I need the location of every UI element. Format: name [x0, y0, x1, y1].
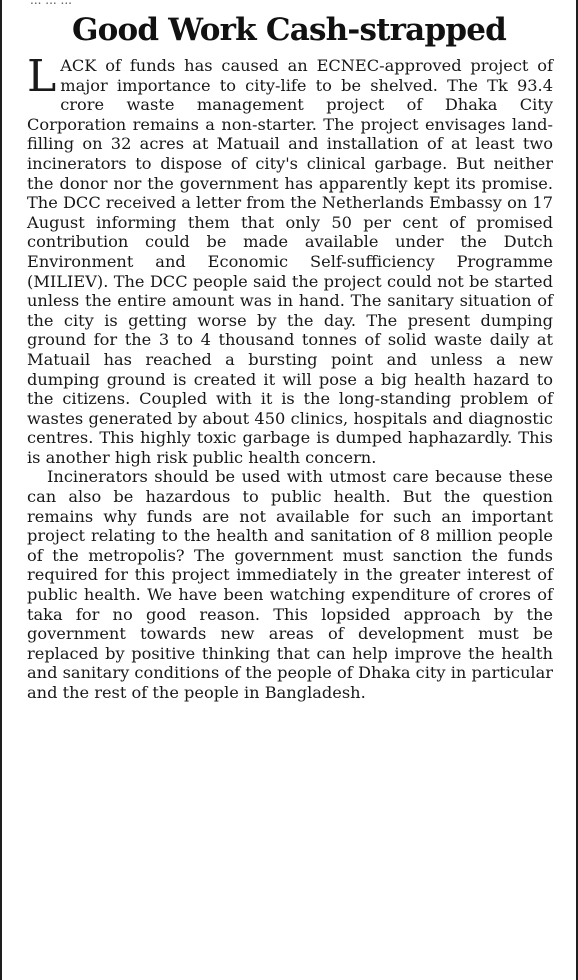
headline: Good Work Cash-strapped [71, 12, 507, 48]
drop-cap: L [27, 51, 57, 102]
cut-off-previous-text: ... ... ... [30, 0, 72, 7]
paragraph-second: Incinerators should be used with utmost care because these can also be hazardous to public health. But the question remains why funds are not available for such an important project relating to the health and sanitation of 8 million people of the metropolis? The government must sanction the funds required for this project immediately in the greater interest of public health. We have been watching expenditure of crores of taka for no good reason. This lopsided approach by the government towards new areas of development must be replaced by positive thinking that can help improve the health and sanitary conditions of the people of Dhaka city in particular and the rest of the people in Bangladesh. [27, 467, 553, 702]
paragraph-first [27, 51, 553, 467]
column-rule-left [0, 0, 2, 980]
paragraph-1-text: ACK of funds has caused an ECNEC-approved project of major importance to city-life to be shelved. The Tk 93.4 crore waste management project of Dhaka City Corporation remains a non-starter. The project envisages land-filling on 32 acres at Matuail and installation of at least two incinerators to dispose of city's clinical garbage. But neither the donor nor the government has apparently kept its promise. The DCC received a letter from the Netherlands Embassy on 17 August informing them that only 50 per cent of promised contribution could be made available under the Dutch Environment and Economic Self-sufficiency Programme (MILIEV). The DCC people said the project could not be started unless the entire amount was in hand. The sanitary situation of the city is getting worse by the day. The present dumping ground for the 3 to 4 thousand tonnes of solid waste daily at Matuail has reached a bursting point and unless a new dumping ground is created it will pose a big health hazard to the citizens. Coupled with it is the long-standing problem of wastes generated by about 450 clinics, hospitals and diagnostic centres. This highly toxic garbage is dumped haphazardly. This is another high risk public health concern. [27, 56, 553, 467]
article-body [27, 51, 553, 703]
